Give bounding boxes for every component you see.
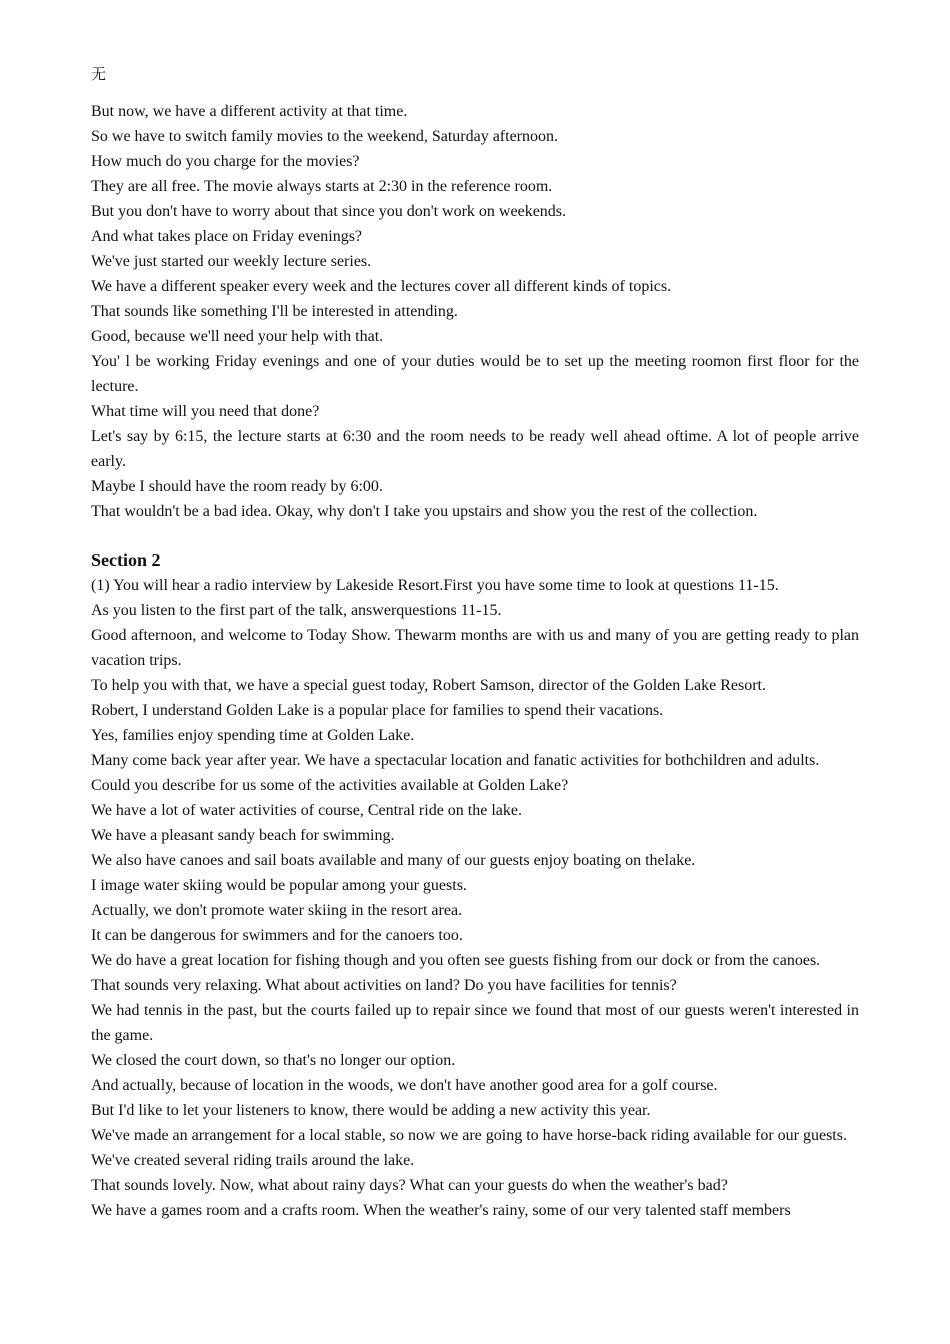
paragraph: They are all free. The movie always starts at 2:30 in the reference room. xyxy=(91,178,553,195)
header-mark: 无 xyxy=(91,65,107,83)
paragraph: So we have to switch family movies to the weekend, Saturday afternoon. xyxy=(91,128,558,145)
paragraph: That sounds lovely. Now, what about rainy days? What can your guests do when the weather's bad? xyxy=(91,1177,728,1194)
paragraph: We've just started our weekly lecture series. xyxy=(91,253,372,270)
paragraph: That wouldn't be a bad idea. Okay, why don't I take you upstairs and show you the rest of the collection. xyxy=(91,503,758,520)
paragraph: That sounds like something I'll be interested in attending. xyxy=(91,303,458,320)
paragraph: We've created several riding trails around the lake. xyxy=(91,1152,415,1169)
paragraph: We have a different speaker every week and the lectures cover all different kinds of topics. xyxy=(91,278,672,295)
paragraph: Yes, families enjoy spending time at Golden Lake. xyxy=(91,727,415,744)
dialogue-part1 xyxy=(91,99,859,524)
paragraph: Maybe I should have the room ready by 6:00. xyxy=(91,478,383,495)
paragraph: How much do you charge for the movies? xyxy=(91,153,360,170)
paragraph: But now, we have a different activity at that time. xyxy=(91,103,408,120)
paragraph: I image water skiing would be popular among your guests. xyxy=(91,877,467,894)
paragraph: What time will you need that done? xyxy=(91,403,320,420)
paragraph: We also have canoes and sail boats available and many of our guests enjoy boating on thelake. xyxy=(91,852,696,869)
paragraph: We have a pleasant sandy beach for swimming. xyxy=(91,827,395,844)
paragraph: That sounds very relaxing. What about activities on land? Do you have facilities for tennis? xyxy=(91,977,677,994)
paragraph: To help you with that, we have a special guest today, Robert Samson, director of the Golden Lake Resort. xyxy=(91,677,766,694)
section2-body xyxy=(91,573,859,1223)
document-page xyxy=(91,62,859,1223)
paragraph: We have a lot of water activities of course, Central ride on the lake. xyxy=(91,802,522,819)
paragraph: But you don't have to worry about that since you don't work on weekends. xyxy=(91,203,567,220)
paragraph: We've made an arrangement for a local stable, so now we are going to have horse-back riding available for our guests. xyxy=(91,1127,847,1144)
paragraph: And what takes place on Friday evenings? xyxy=(91,228,363,245)
paragraph: Good afternoon, and welcome to Today Show. Thewarm months are with us and many of you are getting ready to plan vacation trips. xyxy=(91,627,859,669)
paragraph: Many come back year after year. We have a spectacular location and fanatic activities for bothchildren and adults. xyxy=(91,752,820,769)
section-heading: Section 2 xyxy=(91,550,161,570)
paragraph: It can be dangerous for swimmers and for the canoers too. xyxy=(91,927,463,944)
paragraph: We had tennis in the past, but the courts failed up to repair since we found that most of our guests weren't interested in the game. xyxy=(91,1002,859,1044)
paragraph: But I'd like to let your listeners to know, there would be adding a new activity this year. xyxy=(91,1102,651,1119)
paragraph: You' l be working Friday evenings and one of your duties would be to set up the meeting roomon first floor for the lecture. xyxy=(91,353,859,395)
paragraph: Could you describe for us some of the activities available at Golden Lake? xyxy=(91,777,569,794)
section-gap xyxy=(91,524,859,548)
paragraph: Robert, I understand Golden Lake is a popular place for families to spend their vacations. xyxy=(91,702,664,719)
paragraph: We do have a great location for fishing though and you often see guests fishing from our dock or from the canoes. xyxy=(91,952,821,969)
paragraph: As you listen to the first part of the talk, answerquestions 11-15. xyxy=(91,602,502,619)
paragraph: We have a games room and a crafts room. When the weather's rainy, some of our very talented staff members xyxy=(91,1202,791,1219)
paragraph: (1) You will hear a radio interview by Lakeside Resort.First you have some time to look at questions 11-15. xyxy=(91,577,779,594)
paragraph: And actually, because of location in the woods, we don't have another good area for a golf course. xyxy=(91,1077,718,1094)
paragraph: Good, because we'll need your help with that. xyxy=(91,328,384,345)
paragraph: We closed the court down, so that's no longer our option. xyxy=(91,1052,456,1069)
paragraph: Actually, we don't promote water skiing in the resort area. xyxy=(91,902,463,919)
paragraph: Let's say by 6:15, the lecture starts at 6:30 and the room needs to be ready well ahead oftime. A lot of people arrive early. xyxy=(91,428,859,470)
